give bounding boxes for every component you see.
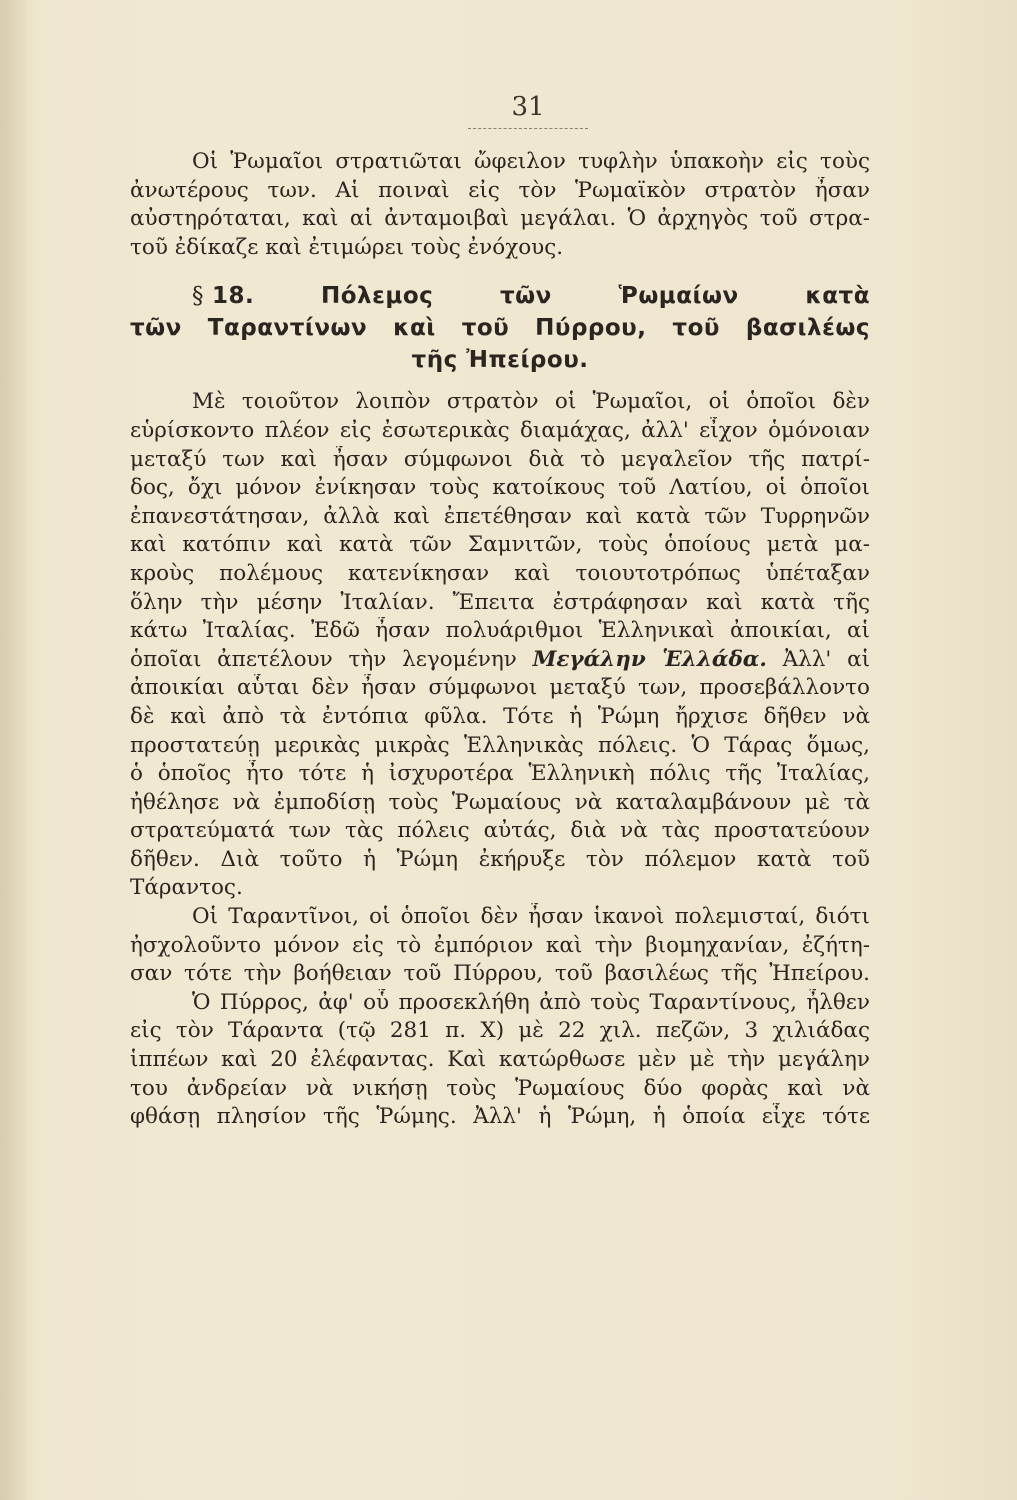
- heading-line: τῶν Ταραντίνων καὶ τοῦ Πύρρου, τοῦ βασιλέως: [130, 315, 870, 342]
- text-line: φθάσῃ πλησίον τῆς Ῥώμης. Ἀλλ' ἡ Ῥώμη, ἡ ὁποία εἶχε τότε: [130, 1104, 870, 1130]
- paragraph-3: [130, 903, 870, 989]
- text-line: [130, 646, 870, 675]
- text-line: ἐπανεστάτησαν, ἀλλὰ καὶ ἐπετέθησαν καὶ κατὰ τῶν Τυρρηνῶν: [130, 503, 870, 529]
- text-line: ὅλην τὴν μέσην Ἰταλίαν. Ἔπειτα ἐστράφησαν καὶ κατὰ τῆς: [130, 589, 870, 615]
- heading-text: Πόλεμος τῶν Ῥωμαίων κατὰ: [320, 283, 870, 310]
- text-line: εὑρίσκοντο πλέον εἰς ἐσωτερικὰς διαμάχας, ἀλλ' εἶχον ὁμόνοιαν: [130, 417, 870, 443]
- page-number: 31: [511, 92, 545, 122]
- section-sign: §: [192, 283, 204, 310]
- page-number-rule: [468, 128, 588, 129]
- heading-line: [130, 280, 870, 312]
- text-line: τοῦ ἐδίκαζε καὶ ἐτιμώρει τοὺς ἐνόχους.: [130, 234, 564, 260]
- text-line: ἠσχολοῦντο μόνον εἰς τὸ ἐμπόριον καὶ τὴν βιομηχανίαν, ἐζήτη-: [130, 932, 870, 958]
- text-line: δος, ὄχι μόνον ἐνίκησαν τοὺς κατοίκους τοῦ Λατίου, οἱ ὁποῖοι: [130, 475, 870, 501]
- page-spine-shadow: [0, 0, 28, 1500]
- text-line: προστατεύῃ μερικὰς μικρὰς Ἑλληνικὰς πόλεις. Ὁ Τάρας ὅμως,: [130, 732, 870, 758]
- text-line: στρατεύματά των τὰς πόλεις αὐτάς, διὰ νὰ τὰς προστατεύουν: [130, 818, 870, 844]
- text-line: Τάραντος.: [130, 875, 243, 901]
- text-line: καὶ κατόπιν καὶ κατὰ τῶν Σαμνιτῶν, τοὺς ὁποίους μετὰ μα-: [130, 532, 870, 558]
- text-line: Μὲ τοιοῦτον λοιπὸν στρατὸν οἱ Ῥωμαῖοι, οἱ ὁποῖοι δὲν: [192, 389, 870, 415]
- paragraph-1: [130, 148, 870, 262]
- page-body: [130, 148, 870, 1132]
- text-line: κροὺς πολέμους κατενίκησαν καὶ τοιουτοτρόπως ὑπέταξαν: [130, 560, 870, 586]
- text-line: δῆθεν. Διὰ τοῦτο ἡ Ῥώμη ἐκήρυξε τὸν πόλεμον κατὰ τοῦ: [130, 846, 870, 872]
- text-line: του ἀνδρείαν νὰ νικήσῃ τοὺς Ῥωμαίους δύο φορὰς καὶ νὰ: [130, 1075, 870, 1101]
- text-line: Ὁ Πύρρος, ἀφ' οὗ προσεκλήθη ἀπὸ τοὺς Ταραντίνους, ἦλθεν: [192, 989, 870, 1015]
- text-span: Ἀλλ' αἱ: [782, 646, 870, 672]
- text-line: Οἱ Ταραντῖνοι, οἱ ὁποῖοι δὲν ἦσαν ἱκανοὶ πολεμισταί, διότι: [192, 904, 870, 930]
- text-line: Οἱ Ῥωμαῖοι στρατιῶται ὤφειλον τυφλὴν ὑπακοὴν εἰς τοὺς: [192, 149, 870, 174]
- text-line: μεταξύ των καὶ ἦσαν σύμφωνοι διὰ τὸ μεγαλεῖον τῆς πατρί-: [130, 446, 870, 472]
- text-line: σαν τότε τὴν βοήθειαν τοῦ Πύρρου, τοῦ βασιλέως τῆς Ἠπείρου.: [130, 961, 870, 987]
- emphasis-megali-ellada: Μεγάλην Ἑλλάδα.: [532, 646, 767, 672]
- text-line: αὐστηρόταται, καὶ αἱ ἀνταμοιβαὶ μεγάλαι. Ὁ ἀρχηγὸς τοῦ στρα-: [130, 206, 870, 232]
- text-line: δὲ καὶ ἀπὸ τὰ ἐντόπια φῦλα. Τότε ἡ Ῥώμη ἤρχισε δῆθεν νὰ: [130, 703, 870, 729]
- paragraph-2: [130, 388, 870, 903]
- text-line: ἀνωτέρους των. Αἱ ποιναὶ εἰς τὸν Ῥωμαϊκὸν στρατὸν ἦσαν: [130, 177, 870, 203]
- text-line: κάτω Ἰταλίας. Ἐδῶ ἦσαν πολυάριθμοι Ἑλληνικαὶ ἀποικίαι, αἱ: [130, 618, 870, 644]
- section-number: 18.: [212, 283, 255, 310]
- text-span: ὁποῖαι ἀπετέλουν τὴν λεγομένην: [130, 646, 517, 672]
- text-line: ἠθέλησε νὰ ἐμποδίσῃ τοὺς Ῥωμαίους νὰ καταλαμβάνουν μὲ τὰ: [130, 789, 870, 815]
- paragraph-4: [130, 989, 870, 1132]
- text-line: ὁ ὁποῖος ἦτο τότε ἡ ἰσχυροτέρα Ἑλληνικὴ πόλις τῆς Ἰταλίας,: [130, 761, 870, 787]
- text-line: ἀποικίαι αὗται δὲν ἦσαν σύμφωνοι μεταξύ των, προσεβάλλοντο: [130, 675, 870, 701]
- text-line: ἱππέων καὶ 20 ἐλέφαντας. Καὶ κατώρθωσε μὲν μὲ τὴν μεγάλην: [130, 1047, 870, 1073]
- text-line: εἰς τὸν Τάραντα (τῷ 281 π. Χ) μὲ 22 χιλ. πεζῶν, 3 χιλιάδας: [130, 1018, 870, 1044]
- heading-line: τῆς Ἠπείρου.: [411, 347, 589, 374]
- section-heading: [130, 280, 870, 376]
